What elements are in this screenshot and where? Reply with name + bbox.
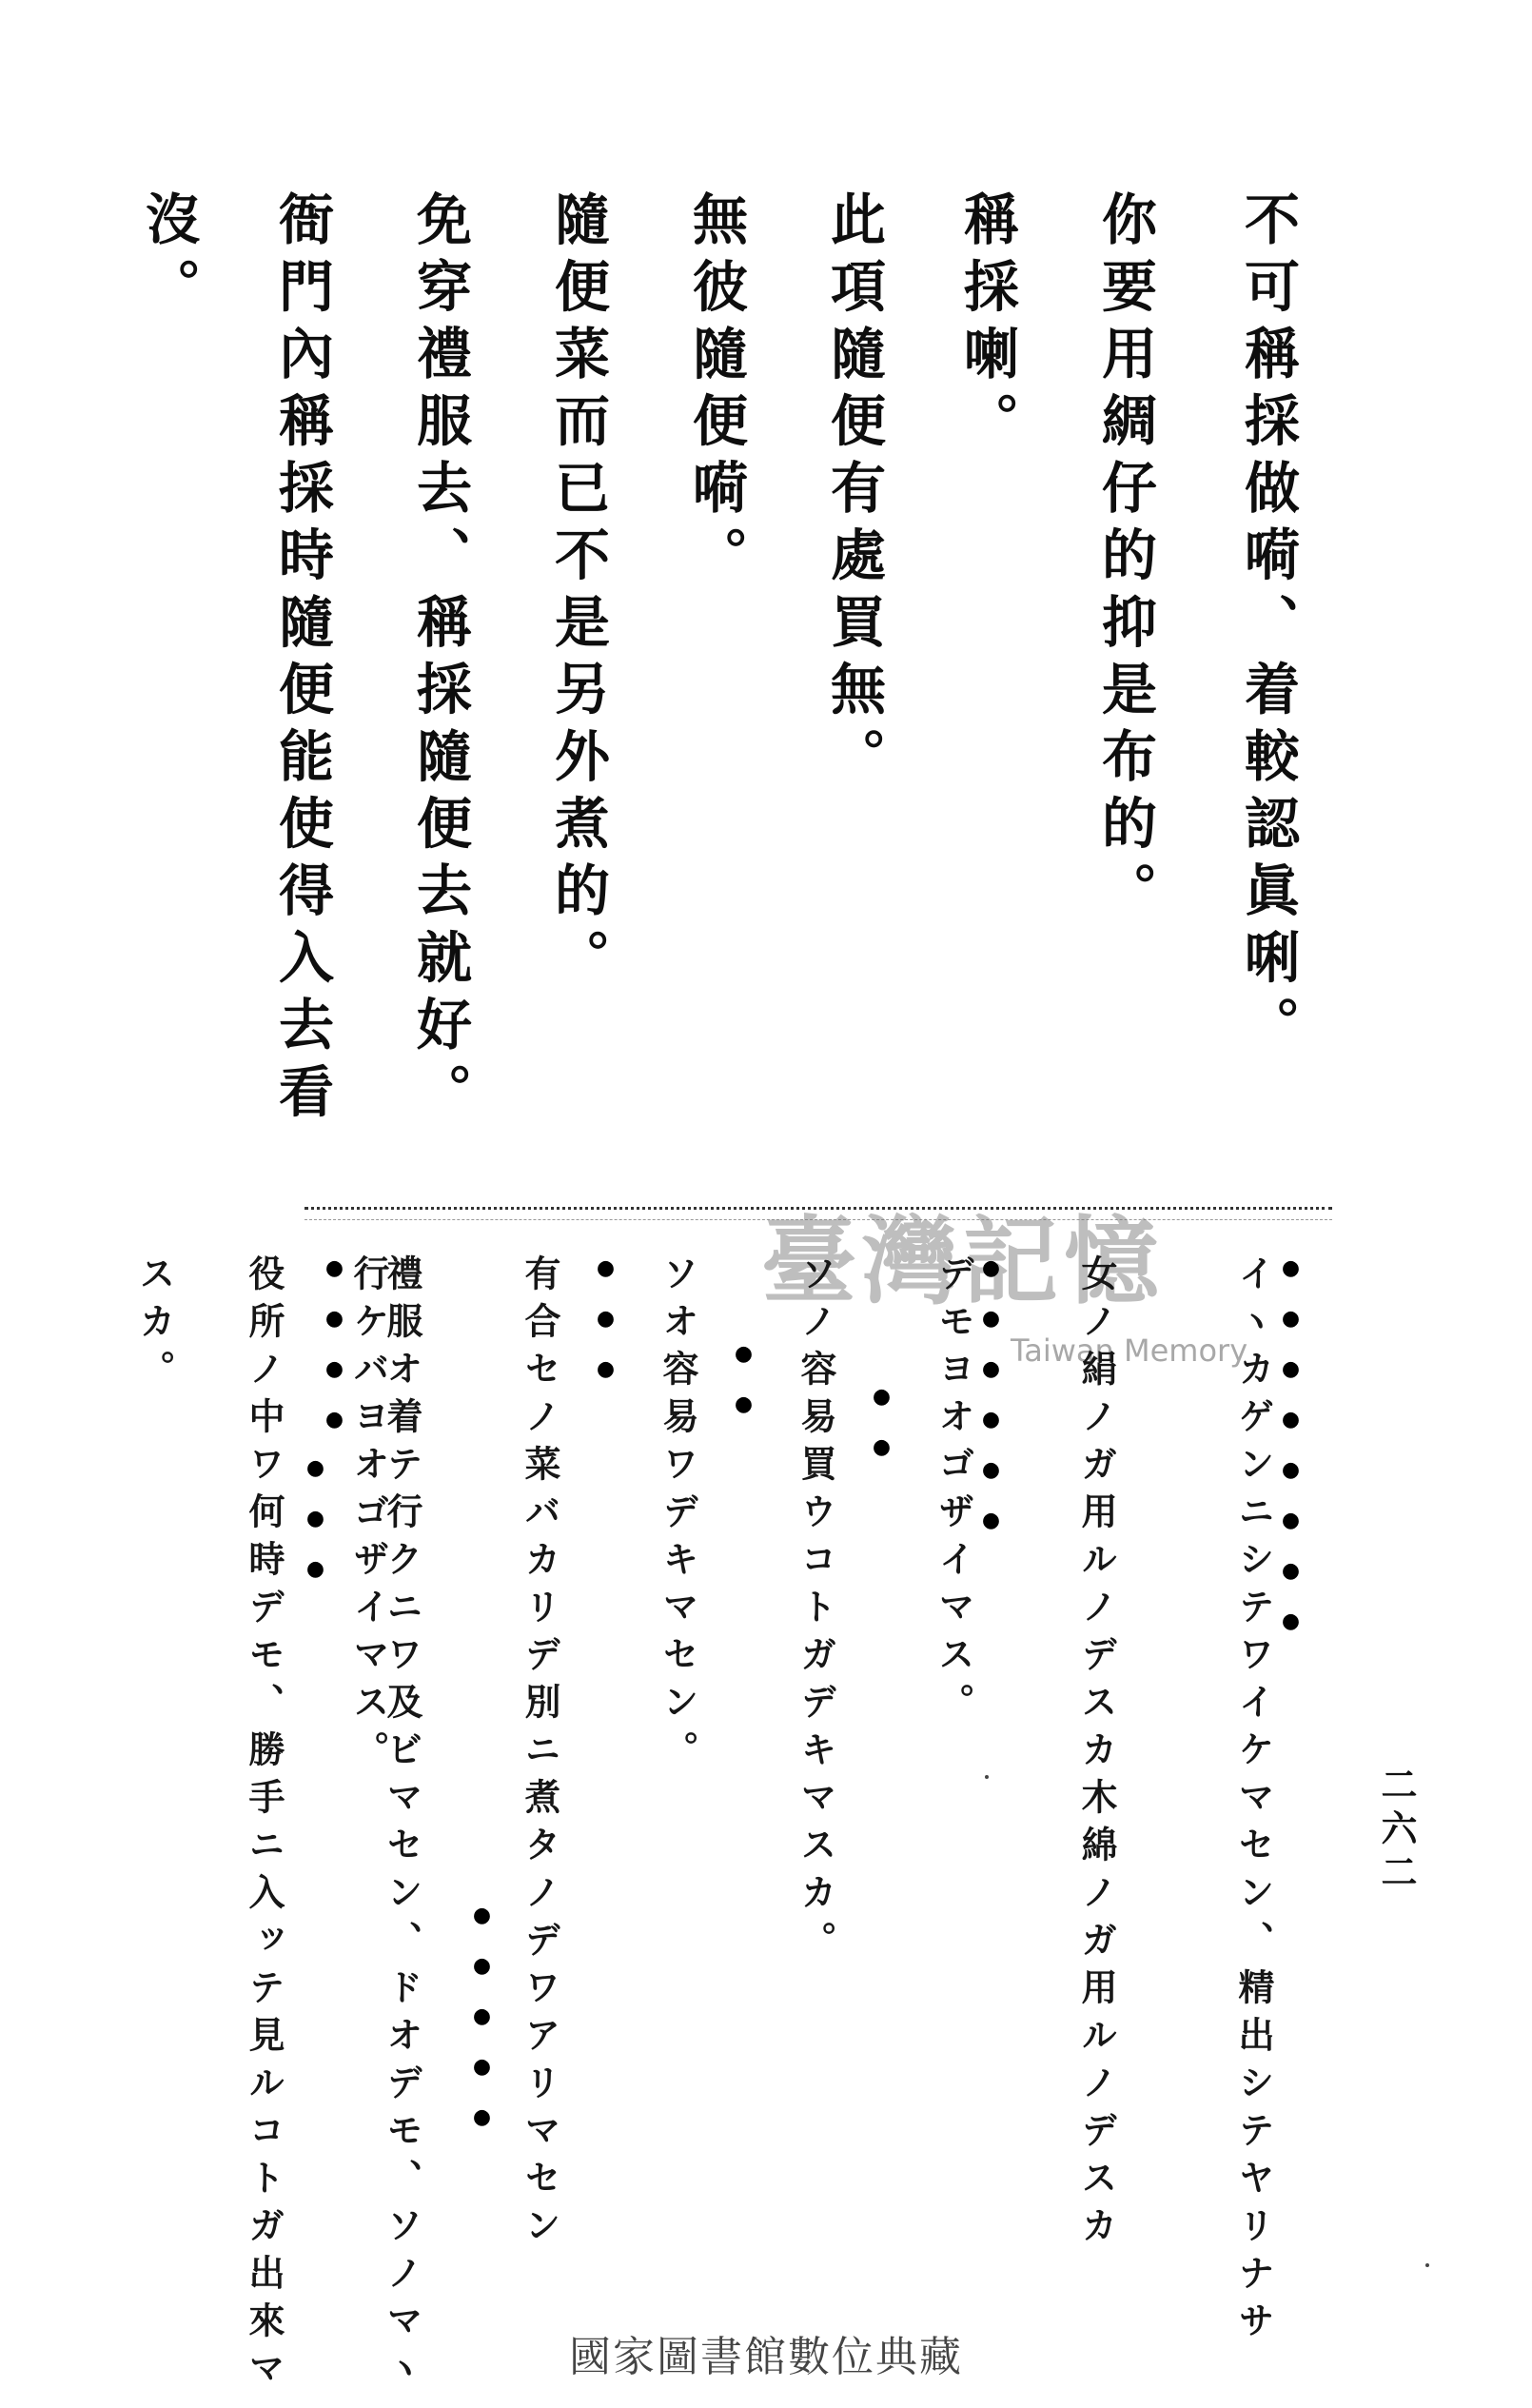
print-speck xyxy=(985,1775,989,1779)
chinese-column-4: 此項隨便有處買無。 xyxy=(821,190,886,795)
watermark-subtitle: Taiwan Memory xyxy=(1011,1332,1248,1369)
emphasis-dots: ●●●●●●●● xyxy=(1279,1256,1303,1660)
japanese-column-4: ソノ容易買ウコトガデキマスカ。 xyxy=(795,1254,837,1968)
chinese-column-3: 稱採喇。 xyxy=(954,190,1019,459)
japanese-column-3: デモヨオゴザイマス。 xyxy=(933,1254,975,1730)
japanese-column-9: 役所ノ中ワ何時デモ、勝手ニ入ッテ見ルコトガ出來マ xyxy=(243,1254,285,2397)
chinese-column-6: 隨便菜而已不是另外煮的。 xyxy=(545,190,610,996)
chinese-column-2: 你要用綢仔的抑是布的。 xyxy=(1092,190,1157,929)
japanese-column-2: 女ノ絹ノガ用ルノデスカ木綿ノガ用ルノデスカ xyxy=(1075,1254,1118,2254)
print-speck xyxy=(1425,2263,1429,2267)
japanese-column-5: ソオ容易ワデキマセン。 xyxy=(657,1254,699,1778)
emphasis-dots: ●●●●● xyxy=(470,1904,494,2156)
japanese-column-10: スカ。 xyxy=(133,1254,176,1397)
chinese-column-9: 沒。 xyxy=(136,190,201,325)
chinese-column-7: 免穿禮服去、稱採隨便去就好。 xyxy=(407,190,472,1130)
emphasis-dots: ●●●●●● xyxy=(979,1256,1003,1559)
japanese-column-8: 行ケバヨオゴザイマス。 xyxy=(347,1254,390,1778)
japanese-column-7: 禮服オ着テ行クニワ及ビマセン、ドオデモ、ソノマヽ xyxy=(381,1254,423,2397)
chinese-column-8: 衙門內稱採時隨便能使得入去看 xyxy=(269,190,334,1130)
emphasis-dots: ●●●● xyxy=(323,1256,346,1458)
chinese-column-1: 不可稱採做嗬、着較認眞唎。 xyxy=(1235,190,1300,1063)
japanese-column-1: イヽカゲンニシテワイケマセン、精出シテヤリナサ xyxy=(1232,1254,1275,2349)
emphasis-dots: ●●● xyxy=(594,1256,618,1408)
emphasis-dots: ●● xyxy=(732,1342,756,1443)
japanese-column-6: 有合セノ菜バカリデ別ニ煮タノデワアリマセン xyxy=(519,1254,561,2254)
emphasis-dots: ●●● xyxy=(304,1456,327,1608)
page-number: 二六二 xyxy=(1375,1766,1418,1897)
chinese-column-5: 無彼隨便嗬。 xyxy=(683,190,748,593)
emphasis-dots: ●● xyxy=(870,1385,894,1486)
footer-caption: 國家圖書館數位典藏 xyxy=(569,2333,963,2381)
watermark-title: 臺灣記憶 xyxy=(761,1205,1165,1317)
